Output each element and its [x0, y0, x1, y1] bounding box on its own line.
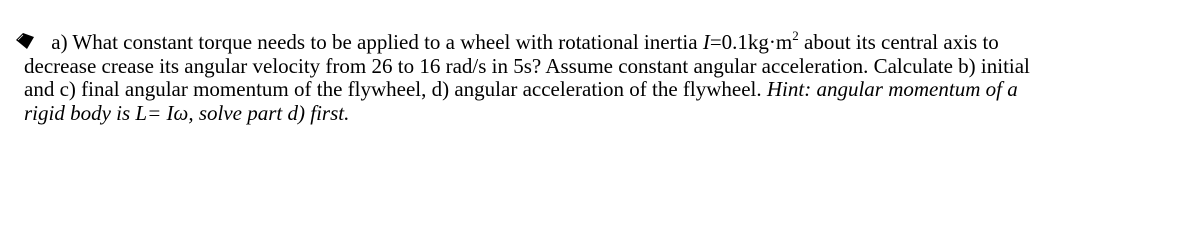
hint-text: Hint: angular momentum of a — [766, 77, 1018, 101]
part-a-text: a) What constant torque needs to be applied to a wheel with rotational inertia — [51, 30, 703, 54]
inertia-exponent: 2 — [792, 28, 799, 43]
part-a-tail: about its central axis to — [798, 30, 999, 54]
problem-line-4: rigid body is L= Iω, solve part d) first. — [24, 100, 350, 125]
problem-line-1 — [24, 28, 1174, 55]
problem-line-3: and c) final angular momentum of the flywheel, d) angular acceleration of the flywheel. Hint: angular momentum of a — [24, 77, 1018, 101]
diamond-bullet-icon — [24, 35, 42, 49]
problem-statement — [24, 28, 1174, 125]
inertia-value: =0.1kg·m — [709, 30, 793, 54]
problem-line-2: decrease crease its angular velocity from 26 to 16 rad/s in 5s? Assume constant angular acceleration. Calculate b) initial — [24, 53, 1030, 78]
inertia-variable: I — [702, 30, 710, 54]
